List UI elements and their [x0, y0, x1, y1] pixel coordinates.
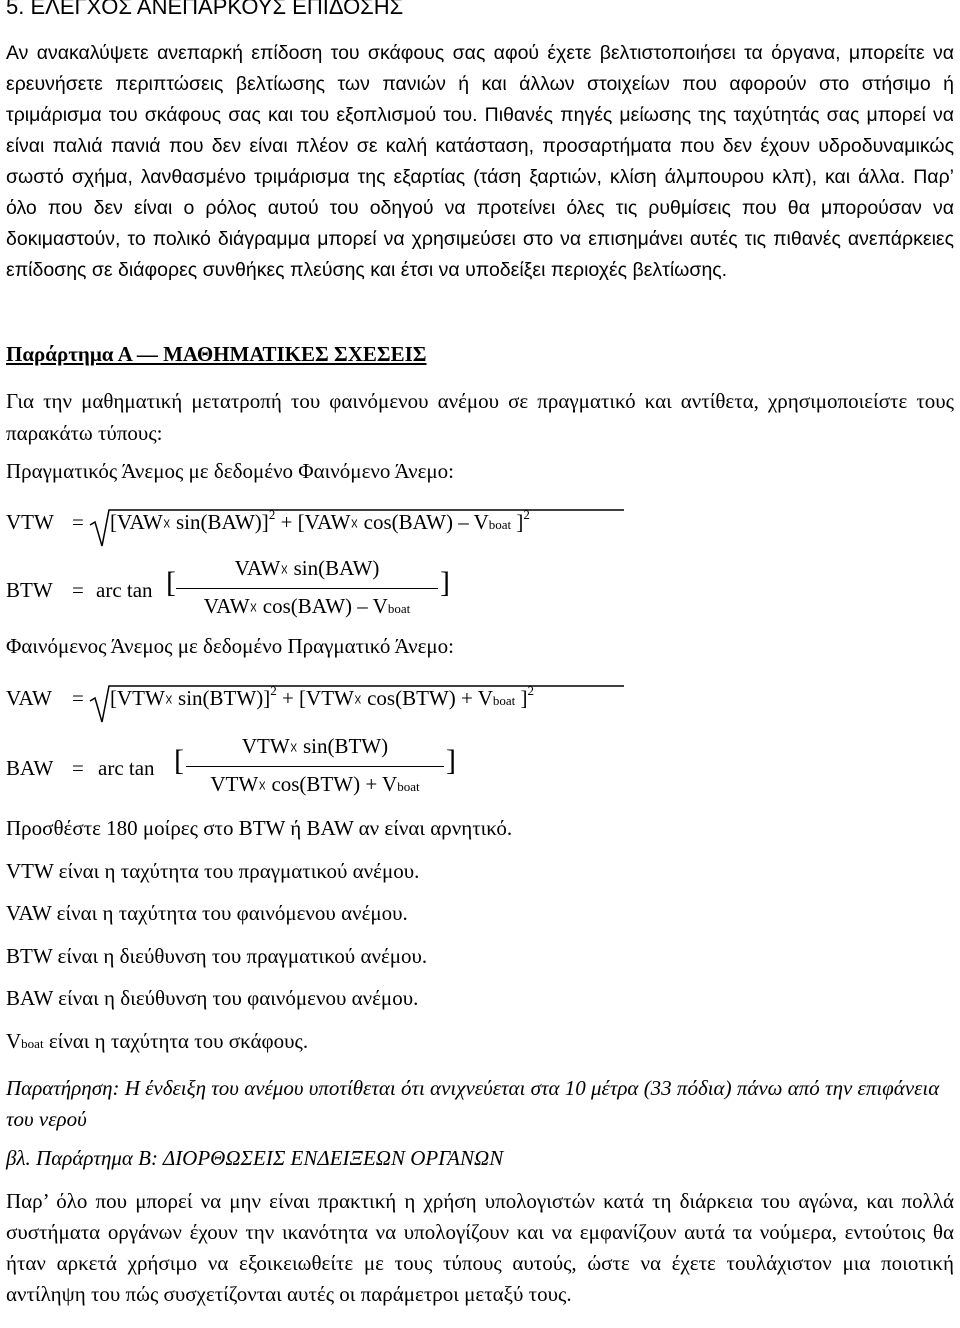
radicand: [VAW☓ sin(BAW)]$^2$ + [VAW☓ cos(BAW) – Vboat ]$^2$ [110, 507, 530, 534]
fraction [186, 732, 444, 802]
radicand: [VTW☓ sin(BTW)]$^2$ + [VTW☓ cos(BTW) + Vboat ]$^2$ [110, 683, 535, 710]
true-wind-label: Πραγματικός Άνεμος με δεδομένο Φαινόμενο Άνεμο: [6, 459, 454, 483]
square-exponent: 2 [270, 683, 277, 698]
left-bracket: [ [166, 566, 176, 599]
definition-vaw: VAW είναι η ταχύτητα του φαινόμενου ανέμου. [6, 901, 408, 925]
apparent-wind-label: Φαινόμενος Άνεμος με δεδομένο Πραγματικό Άνεμο: [6, 634, 454, 658]
formula-vaw [6, 684, 646, 724]
right-bracket: ] [440, 566, 450, 599]
fraction-numerator: VTW☓ sin(BTW) [241, 734, 389, 758]
section-body-paragraph: Αν ανακαλύψετε ανεπαρκή επίδοση του σκάφους σας αφού έχετε βελτιστοποιήσει τα όργανα, μπορείτε να ερευνήσετε περιπτώσεις βελτίωσης των πανιών ή και άλλων στοιχείων που αφορούν στο στήσιμο ή τριμάρισμα του σκάφους σας και του εξοπλισμού του. Πιθανές πηγές μείωσης της ταχύτητάς σας μπορεί να είναι παλιά πανιά που δεν είναι πλέον σε καλή κατάσταση, προσαρτήματα που δεν έχουν υδροδυναμικώς σωστό σχήμα, λανθασμένο τριμάρισμα της εξαρτίας (τάση ξαρτιών, κλίση άλμπουρου κλπ), και άλλα. Παρ’ όλο που δεν είναι ο ρόλος αυτού του οδηγού να προτείνει όλες τις ρυθμίσεις που θα μπορούσαν να δοκιμαστούν, το πολικό διάγραμμα μπορεί να χρησιμεύσει στο να επισημάνει αυτές τις πιθανές ανεπάρκειες επίδοσης σε διάφορες συνθήκες πλεύσης και έτσι να υποδείξει περιοχές βελτίωσης. [6, 42, 954, 281]
note-add-180: Προσθέστε 180 μοίρες στο BTW ή BAW αν είναι αρνητικό. [6, 816, 513, 840]
formula-btw [6, 554, 466, 628]
equals-sign: = [72, 686, 84, 710]
definition-baw: BAW είναι η διεύθυνση του φαινόμενου ανέμου. [6, 986, 419, 1010]
plus-sign: + [281, 686, 294, 710]
remark-paragraph: Παρατήρηση: Η ένδειξη του ανέμου υποτίθεται ότι ανιχνεύεται στα 10 μέτρα (33 πόδια) πάνω από την επιφάνεια του νερού [6, 1076, 940, 1131]
fraction-bar [186, 766, 444, 767]
fraction-denominator: VAW☓ cos(BAW) – Vboat [203, 594, 411, 618]
arctan-function: arc tan [96, 578, 153, 602]
equals-sign: = [72, 756, 84, 780]
fraction [176, 554, 438, 624]
appendix-intro-paragraph: Για την μαθηματική μετατροπή του φαινόμενου ανέμου σε πραγματικό και αντίθετα, χρησιμοποιείστε τους παρακάτω τύπους: [6, 389, 954, 445]
square-exponent: 2 [523, 507, 530, 522]
appendix-title: Παράρτημα Α — ΜΑΘΗΜΑΤΙΚΕΣ ΣΧΕΣΕΙΣ [6, 342, 427, 366]
formula-lhs: VAW [6, 686, 52, 710]
formula-lhs: BTW [6, 578, 53, 602]
definition-vboat: Vboat είναι η ταχύτητα του σκάφους. [6, 1029, 309, 1053]
equals-sign: = [72, 510, 84, 534]
fraction-numerator: VAW☓ sin(BAW) [234, 556, 380, 580]
times-sign: ☓ [353, 691, 362, 709]
minus-sign: – [458, 510, 469, 534]
square-exponent: 2 [527, 683, 535, 698]
plus-sign: + [460, 686, 473, 710]
left-bracket: [ [174, 744, 184, 777]
see-appendix-b-reference: βλ. Παράρτημα Β: ΔΙΟΡΘΩΣΕΙΣ ΕΝΔΕΙΞΕΩΝ ΟΡΓΑΝΩΝ [6, 1146, 504, 1170]
section-heading: 5. ΕΛΕΓΧΟΣ ΑΝΕΠΑΡΚΟΥΣ ΕΠΙΔΟΣΗΣ [6, 0, 404, 19]
definition-vtw: VTW είναι η ταχύτητα του πραγματικού ανέμου. [6, 859, 420, 883]
formula-vtw [6, 508, 646, 548]
times-sign: ☓ [350, 515, 359, 533]
equals-sign: = [72, 578, 84, 602]
right-bracket: ] [446, 744, 456, 777]
formula-baw [6, 732, 476, 806]
square-exponent: 2 [268, 507, 276, 522]
fraction-denominator: VTW☓ cos(BTW) + Vboat [210, 772, 420, 796]
definition-btw: BTW είναι η διεύθυνση του πραγματικού ανέμου. [6, 944, 428, 968]
arctan-function: arc tan [98, 756, 155, 780]
times-sign: ☓ [162, 515, 171, 533]
closing-paragraph: Παρ’ όλο που μπορεί να μην είναι πρακτική η χρήση υπολογιστών κατά τη διάρκεια του αγώνα, και πολλά συστήματα οργάνων έχουν την ικανότητα να υπολογίζουν και να εμφανίζουν αυτά τα νούμερα, εντούτοις θα ήταν αρκετά χρήσιμο να εξοικειωθείτε με τους τύπους αυτούς, ώστε να έχετε τουλάχιστον μια ποιοτική αντίληψη του πώς συσχετίζονται αυτές οι παράμετροι μεταξύ τους. [6, 1189, 954, 1306]
formula-lhs: BAW [6, 756, 54, 780]
plus-sign: + [280, 510, 293, 534]
fraction-bar [176, 588, 438, 589]
times-sign: ☓ [164, 691, 173, 709]
formula-lhs: VTW [6, 510, 54, 534]
